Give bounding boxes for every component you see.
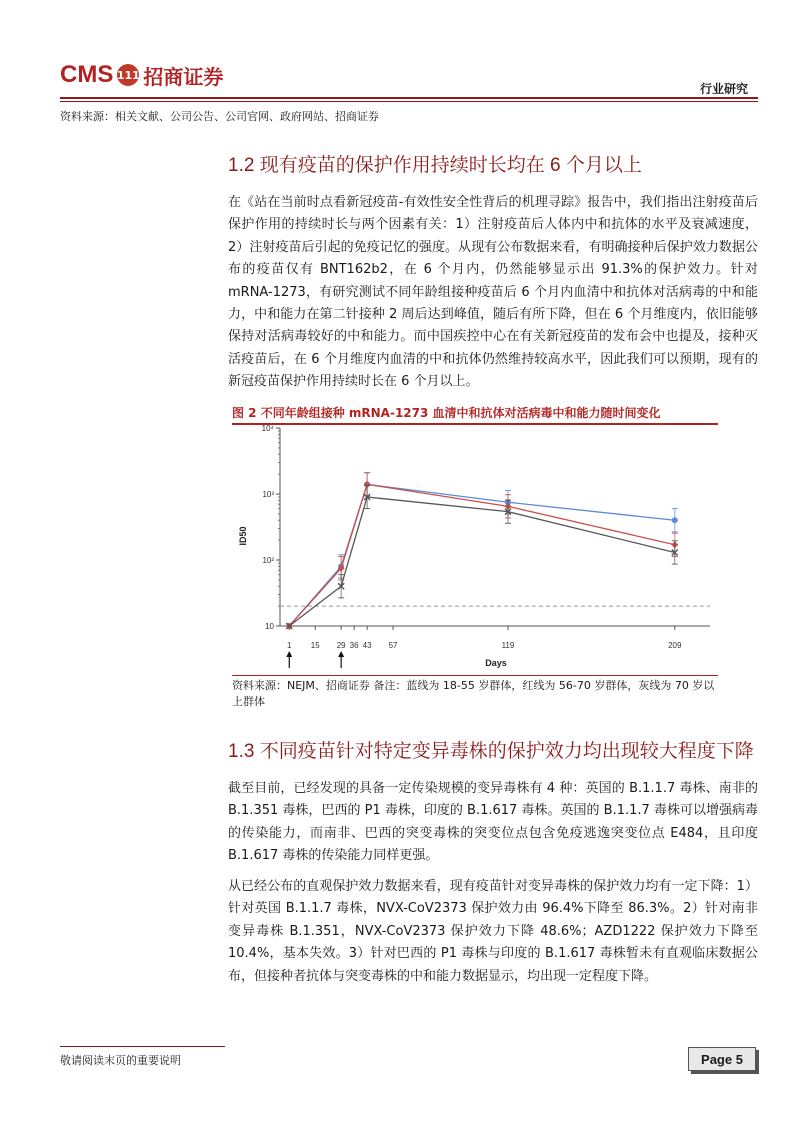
figure-title: 图 2 不同年龄组接种 mRNA-1273 血清中和抗体对活病毒中和能力随时间变化 [232,406,661,420]
x-tick-label: 57 [388,641,398,650]
y-tick-label: 10³ [262,490,274,499]
header-divider [60,97,758,99]
series-line-18-55 [289,484,675,626]
footer-notice: 敬请阅读末页的重要说明 [60,1054,181,1067]
section-1-2-heading: 1.2 现有疫苗的保护作用持续时长均在 6 个月以上 [228,155,642,176]
source-note-top: 资料来源：相关文献、公司公告、公司官网、政府网站、招商证券 [60,110,379,123]
data-point [672,517,678,523]
page-number-badge: Page 5 [688,1047,756,1071]
x-tick-label: 209 [668,641,682,650]
y-axis-label: ID50 [238,526,248,546]
x-tick-label: 15 [310,641,320,650]
footer-divider [60,1046,225,1047]
series-line-≥71 [289,497,675,626]
section-1-3-paragraph-2: 从已经公布的直观保护效力数据来看，现有疫苗针对变异毒株的保护效力均有一定下降：1）针对英国 B.1.1.7 毒株，NVX-CoV2373 保护效力由 96.4%下降至 86.3%。2）针对南非变异毒株 B.1.351，NVX-CoV2373 保护效力下降 48.6%；AZD1222 保护效力下降至 10.4%，基本失效。3）针对巴西的 P1 毒株与印度的 B.1.617 毒株暂未有直观临床数据公布，但接种者抗体与突变毒株的中和能力数据显示，均出现一定程度下降。 [228,879,758,984]
logo-company-name: 招商证券 [143,64,224,89]
logo-seal-icon: 111 [117,64,139,86]
vaccination-arrow-head [286,651,292,657]
section-1-3-paragraph-1: 截至目前，已经发现的具备一定传染规模的变异毒株有 4 种：英国的 B.1.1.7 毒株、南非的 B.1.351 毒株，巴西的 P1 毒株，印度的 B.1.617 毒株。英国的 B.1.1.7 毒株可以增强病毒的传染能力，而南非、巴西的突变毒株的突变位点包含免疫逃逸突变位点 E484，且印度 B.1.617 毒株的传染能力同样更强。 [228,781,758,864]
y-tick-label: 10² [262,556,274,565]
report-category: 行业研究 [699,82,748,96]
logo-cms-text: CMS [60,61,114,88]
x-axis-label: Days [485,658,507,668]
x-tick-label: 29 [336,641,346,650]
vaccination-arrow-head [338,651,344,657]
x-tick-label: 43 [362,641,372,650]
x-tick-label: 119 [501,641,515,650]
figure-source-note: 资料来源：NEJM、招商证券 备注：蓝线为 18-55 岁群体，红线为 56-70 岁群体，灰线为 70 岁以上群体 [232,679,715,708]
antibody-chart [232,424,718,674]
section-1-3-heading: 1.3 不同疫苗针对特定变异毒株的保护效力均出现较大程度下降 [228,741,754,762]
x-tick-label: 1 [287,641,292,650]
figure-bottom-rule [232,675,718,676]
x-tick-label: 36 [349,641,359,650]
y-tick-label: 10 [265,622,274,631]
series-line-56-70 [289,484,675,626]
company-logo [60,60,223,90]
y-tick-label: 10⁴ [261,424,274,433]
header-divider-thin [60,101,758,102]
section-1-2-paragraph: 在《站在当前时点看新冠疫苗-有效性安全性背后的机理寻踪》报告中，我们指出注射疫苗后保护作用的持续时长与两个因素有关：1）注射疫苗后人体内中和抗体的水平及衰减速度，2）注射疫苗后引起的免疫记忆的强度。从现有公布数据来看，有明确接种后保护效力数据公布的疫苗仅有 BNT162b2，在 6 个月内，仍然能够显示出 91.3%的保护效力。针对 mRNA-1273，有研究测试不同年龄组接种疫苗后 6 个月内血清中和抗体对活病毒的中和能力，中和能力在第二针接种 2 周后达到峰值，随后有所下降，但在 6 个月维度内，依旧能够保持对活病毒较好的中和能力。而中国疾控中心在有关新冠疫苗的发布会中也提及，接种灭活疫苗后，在 6 个月维度内血清的中和抗体仍然维持较高水平，因此我们可以预期，现有的新冠疫苗保护作用持续时长在 6 个月以上。 [228,195,758,390]
